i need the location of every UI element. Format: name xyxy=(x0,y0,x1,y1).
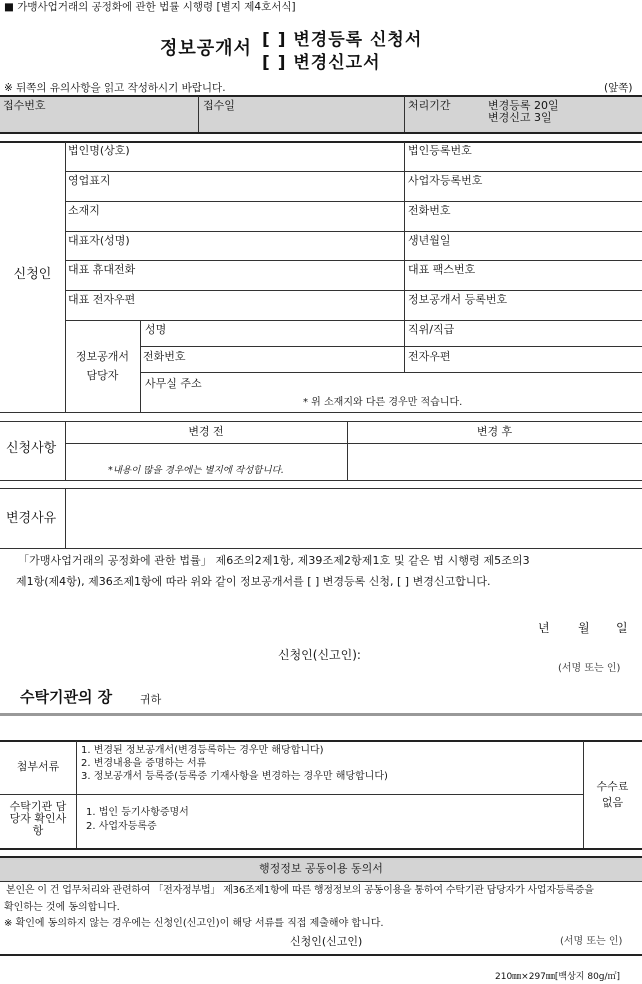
processing-period-label: 처리기간 xyxy=(408,99,451,112)
before-change-header: 변경 전 xyxy=(188,425,224,438)
processing-period-registration: 변경등록 20일 xyxy=(488,99,559,112)
verification-item-1: 1. 법인 등기사항증명서 xyxy=(86,807,189,818)
attachment-item-1: 1. 변경된 정보공개서(변경등록하는 경우만 해당합니다) xyxy=(81,745,324,756)
page-side-label: (앞쪽) xyxy=(604,82,633,94)
consent-signer-sign[interactable]: (서명 또는 인) xyxy=(560,936,623,947)
contact-email-field[interactable]: 전자우편 xyxy=(408,350,451,363)
verification-label-1: 수탁기관 담 xyxy=(9,800,67,813)
attachment-item-3: 3. 정보공개서 등록증(등록증 기재사항을 변경하는 경우만 해당합니다) xyxy=(81,771,388,782)
statement-line-1: 「가맹사업거래의 공정화에 관한 법률」 제6조의2제1항, 제39조제2항제1호 및 같은 법 시행령 제5조의3 xyxy=(18,554,530,567)
contact-person-label-2: 담당자 xyxy=(86,369,119,382)
recipient-name: 수탁기관의 장 xyxy=(20,688,113,706)
signer-label: 신청인(신고인): xyxy=(278,648,361,662)
consent-line-2: 확인하는 것에 동의합니다. xyxy=(4,902,120,913)
title-option-change-report: [ ] 변경신고서 xyxy=(262,53,381,73)
corp-name-field[interactable]: 법인명(상호) xyxy=(68,144,130,157)
page-title: 정보공개서 xyxy=(160,38,252,59)
signer-sign[interactable]: (서명 또는 인) xyxy=(558,663,621,674)
contact-position-field[interactable]: 직위/직급 xyxy=(408,323,455,336)
ceo-email-field[interactable]: 대표 전자우편 xyxy=(68,293,136,306)
after-change-field[interactable] xyxy=(348,444,641,479)
verification-item-2: 2. 사업자등록증 xyxy=(86,821,157,832)
contact-name-field[interactable]: 성명 xyxy=(145,323,167,336)
verification-label-3: 항 xyxy=(32,824,44,837)
receipt-number-label: 접수번호 xyxy=(3,99,46,112)
contact-person-label-1: 정보공개서 xyxy=(75,350,130,363)
reason-field[interactable] xyxy=(66,489,641,547)
consent-title: 행정정보 공동이용 동의서 xyxy=(259,862,383,875)
business-reg-number-field[interactable]: 사업자등록번호 xyxy=(408,174,483,187)
fee-value: 없음 xyxy=(601,796,624,809)
attachments-label: 첨부서류 xyxy=(16,760,60,773)
birth-date-field[interactable]: 생년월일 xyxy=(408,234,451,247)
after-change-header: 변경 후 xyxy=(476,425,513,438)
address-field[interactable]: 소재지 xyxy=(68,204,100,217)
request-section-label: 신청사항 xyxy=(6,441,57,456)
phone-field[interactable]: 전화번호 xyxy=(408,204,451,217)
office-address-note: * 위 소재지와 다른 경우만 적습니다. xyxy=(303,397,463,408)
date-day[interactable]: 일 xyxy=(616,621,628,635)
corp-reg-number-field[interactable]: 법인등록번호 xyxy=(408,144,472,157)
disclosure-reg-number-field[interactable]: 정보공개서 등록번호 xyxy=(408,293,508,306)
processing-period-report: 변경신고 3일 xyxy=(488,111,552,124)
verification-label-2: 당자 확인사 xyxy=(9,812,67,825)
fee-label: 수수료 xyxy=(596,780,629,793)
paper-size-note: 210㎜×297㎜[백상지 80g/㎡] xyxy=(495,972,621,982)
consent-line-1: 본인은 이 건 업무처리와 관련하여 「전자정부법」 제36조제1항에 따른 행정정보의 공동이용을 통하여 수탁기관 담당자가 사업자등록증을 xyxy=(6,885,594,896)
form-header: ■ 가맹사업거래의 공정화에 관한 법률 시행령 [별지 제4호서식] xyxy=(4,1,296,13)
consent-line-3: ※ 확인에 동의하지 않는 경우에는 신청인(신고인)이 해당 서류를 직접 제출해야 합니다. xyxy=(4,918,384,929)
date-month[interactable]: 월 xyxy=(578,621,590,635)
business-mark-field[interactable]: 영업표지 xyxy=(68,174,111,187)
consent-signer-label: 신청인(신고인) xyxy=(290,935,363,948)
ceo-name-field[interactable]: 대표자(성명) xyxy=(68,234,130,247)
ceo-mobile-field[interactable]: 대표 휴대전화 xyxy=(68,263,136,276)
office-address-field[interactable]: 사무실 주소 xyxy=(145,377,202,390)
contact-phone-field[interactable]: 전화번호 xyxy=(143,350,186,363)
date-year[interactable]: 년 xyxy=(538,621,550,635)
receipt-date-label: 접수일 xyxy=(203,99,235,112)
request-note: *내용이 많을 경우에는 별지에 작성합니다. xyxy=(108,465,284,476)
statement-line-2: 제1항(제4항), 제36조제1항에 따라 위와 같이 정보공개서를 [ ] 변경등록 신청, [ ] 변경신고합니다. xyxy=(16,575,491,588)
reason-section-label: 변경사유 xyxy=(6,511,57,526)
title-option-change-registration: [ ] 변경등록 신청서 xyxy=(262,30,423,50)
ceo-fax-field[interactable]: 대표 팩스번호 xyxy=(408,263,476,276)
applicant-section-label: 신청인 xyxy=(13,267,52,282)
attachment-item-2: 2. 변경내용을 증명하는 서류 xyxy=(81,758,207,769)
instruction-note: ※ 뒤쪽의 유의사항을 읽고 작성하시기 바랍니다. xyxy=(4,82,226,94)
recipient-suffix: 귀하 xyxy=(140,693,162,706)
